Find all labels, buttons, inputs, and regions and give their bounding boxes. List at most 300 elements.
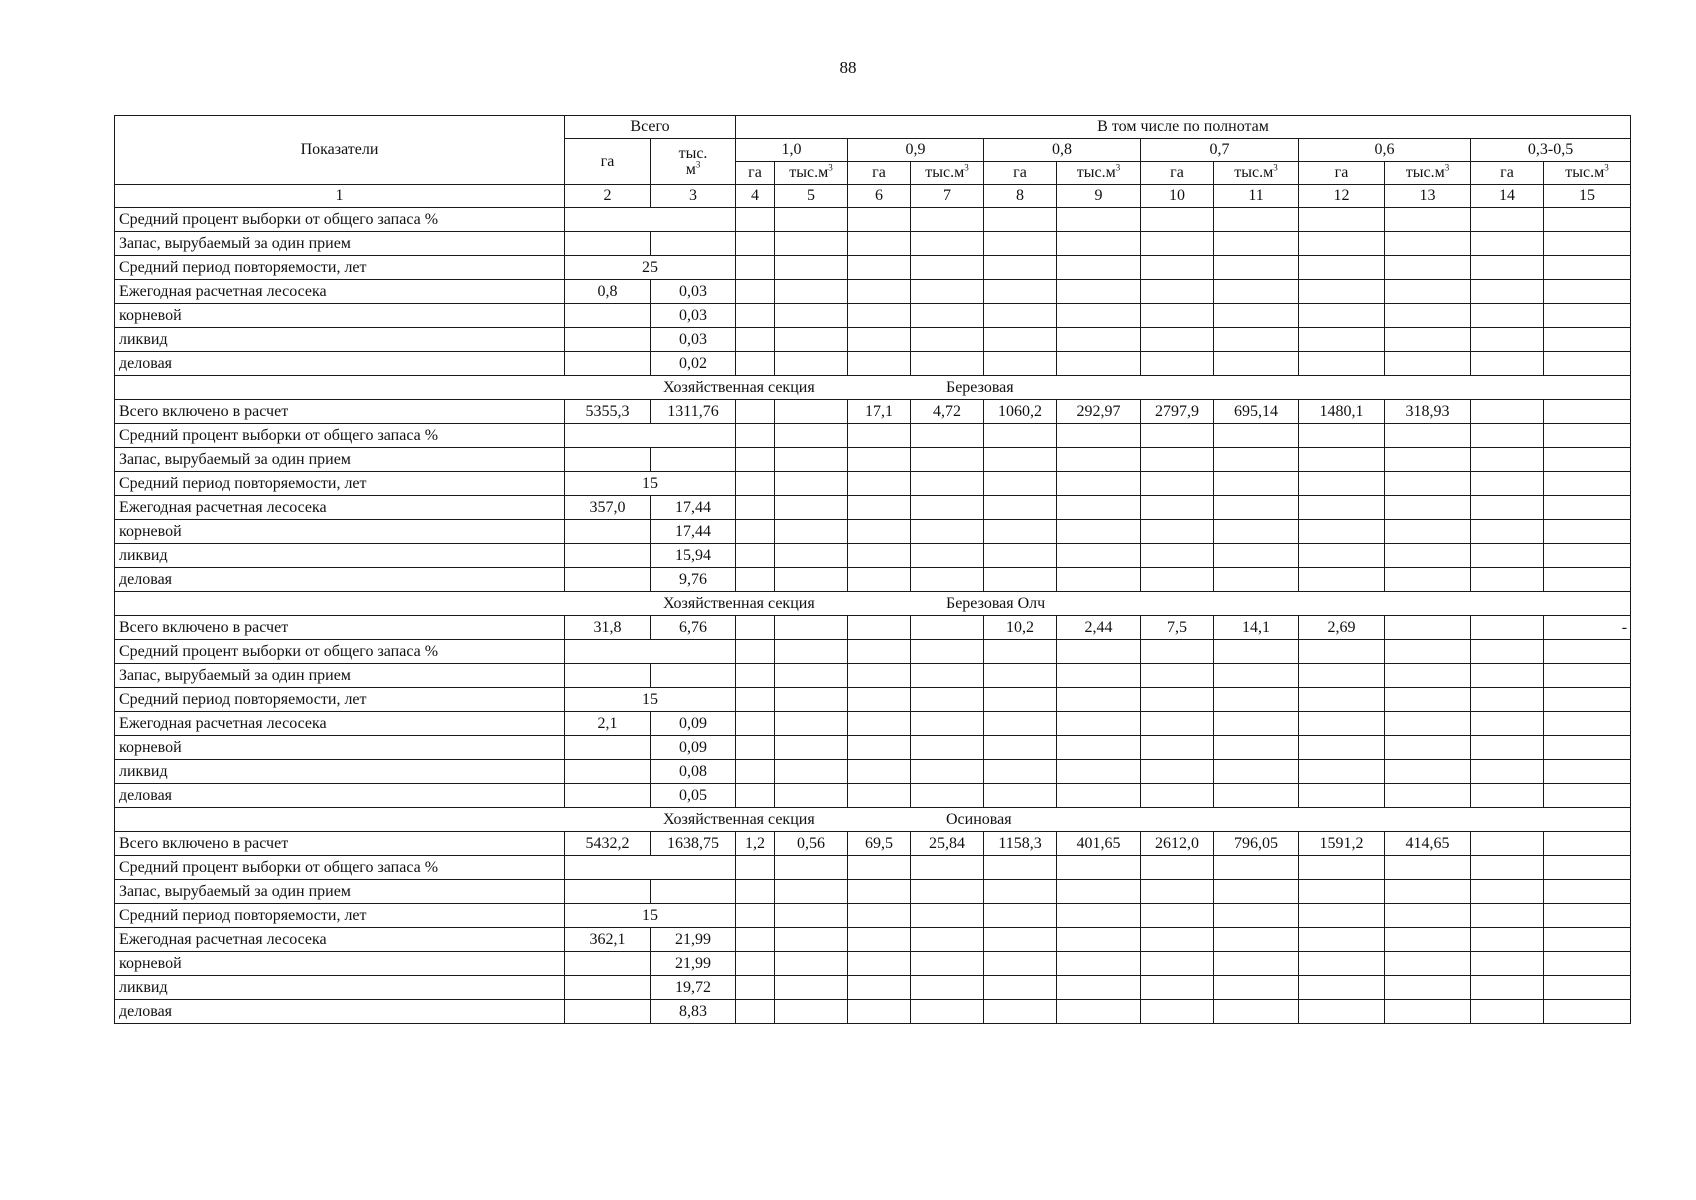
- row-label: деловая: [115, 568, 565, 592]
- table-cell: [565, 760, 651, 784]
- section-name: Березовая Олч: [946, 594, 1046, 612]
- table-cell: [1057, 928, 1141, 952]
- section-kind: Хозяйственная секция: [663, 810, 815, 828]
- table-cell: [1141, 640, 1214, 664]
- table-cell: 21,99: [651, 928, 736, 952]
- table-cell: [1214, 760, 1299, 784]
- row-label: Ежегодная расчетная лесосека: [115, 928, 565, 952]
- header-unit-volume: [1385, 162, 1471, 185]
- table-cell: [1471, 520, 1544, 544]
- table-cell: [1057, 952, 1141, 976]
- table-cell: [1385, 544, 1471, 568]
- table-cell: [1141, 352, 1214, 376]
- column-number: 6: [848, 185, 911, 208]
- section-name: Березовая: [946, 378, 1014, 396]
- table-cell: [651, 664, 736, 688]
- table-cell: [1471, 304, 1544, 328]
- table-cell: [1385, 1000, 1471, 1024]
- table-cell: [911, 472, 984, 496]
- table-cell: [1471, 424, 1544, 448]
- table-cell: 0,08: [651, 760, 736, 784]
- table-cell: 31,8: [565, 616, 651, 640]
- table-cell: [1214, 856, 1299, 880]
- table-cell: [1544, 664, 1631, 688]
- table-cell: [984, 352, 1057, 376]
- table-cell: [1471, 760, 1544, 784]
- table-cell: [1214, 424, 1299, 448]
- table-cell: [775, 712, 848, 736]
- table-cell: 5355,3: [565, 400, 651, 424]
- column-numbers-row: [115, 185, 1631, 208]
- table-cell: [984, 712, 1057, 736]
- table-cell: [848, 664, 911, 688]
- section-heading: [115, 376, 1631, 400]
- table-cell: 0,09: [651, 736, 736, 760]
- table-cell: [565, 328, 651, 352]
- table-cell: [1057, 904, 1141, 928]
- table-cell: [1471, 832, 1544, 856]
- table-cell: [1471, 544, 1544, 568]
- table-cell: [1141, 880, 1214, 904]
- table-cell: [1214, 232, 1299, 256]
- table-cell: [1544, 544, 1631, 568]
- table-row: [115, 328, 1631, 352]
- table-cell: [736, 520, 775, 544]
- table-cell: [565, 976, 651, 1000]
- table-cell: [736, 472, 775, 496]
- table-cell: 9,76: [651, 568, 736, 592]
- table-cell: [736, 976, 775, 1000]
- table-cell: 0,09: [651, 712, 736, 736]
- table-cell: [1141, 712, 1214, 736]
- table-cell: [651, 232, 736, 256]
- cutting-area-table: [114, 115, 1631, 1024]
- unit-text: тыс.м: [789, 164, 829, 181]
- table-cell: 8,83: [651, 1000, 736, 1024]
- table-cell: [1544, 400, 1631, 424]
- table-cell: [984, 496, 1057, 520]
- table-row: [115, 568, 1631, 592]
- row-label: ликвид: [115, 760, 565, 784]
- table-cell: [1385, 328, 1471, 352]
- table-cell: [1057, 496, 1141, 520]
- table-cell: 15,94: [651, 544, 736, 568]
- table-cell: [848, 256, 911, 280]
- table-cell: [1385, 928, 1471, 952]
- section-title: [663, 812, 1012, 828]
- table-cell: [911, 664, 984, 688]
- table-cell: [1141, 760, 1214, 784]
- table-cell: [1057, 688, 1141, 712]
- table-cell: [1057, 208, 1141, 232]
- table-cell: 0,03: [651, 328, 736, 352]
- table-cell: [1214, 904, 1299, 928]
- table-cell: [1299, 688, 1385, 712]
- header-unit-volume: [1057, 162, 1141, 185]
- table-cell: [775, 976, 848, 1000]
- table-cell: [736, 640, 775, 664]
- row-label: Запас, вырубаемый за один прием: [115, 232, 565, 256]
- table-cell: [1214, 328, 1299, 352]
- unit-text: тыс.м: [1565, 164, 1605, 181]
- table-cell: [1214, 520, 1299, 544]
- table-cell: [984, 256, 1057, 280]
- table-cell: [1544, 736, 1631, 760]
- row-label: Средний период повторяемости, лет: [115, 904, 565, 928]
- table-cell: [1141, 856, 1214, 880]
- table-cell: [984, 1000, 1057, 1024]
- table-cell: [1214, 208, 1299, 232]
- table-cell: 1060,2: [984, 400, 1057, 424]
- table-row: [115, 688, 1631, 712]
- table-cell: [775, 352, 848, 376]
- header-unit-volume: [775, 162, 848, 185]
- table-cell: [848, 424, 911, 448]
- table-cell: [1471, 784, 1544, 808]
- table-cell: [1141, 736, 1214, 760]
- header-density: 0,9: [848, 139, 984, 162]
- table-cell: [848, 232, 911, 256]
- table-cell: [984, 232, 1057, 256]
- table-cell: 1,2: [736, 832, 775, 856]
- table-cell: [1544, 208, 1631, 232]
- table-cell: [984, 880, 1057, 904]
- table-cell: [911, 256, 984, 280]
- table-cell: [984, 640, 1057, 664]
- table-cell: 17,44: [651, 520, 736, 544]
- table-cell: [775, 688, 848, 712]
- table-cell: [1385, 472, 1471, 496]
- table-row: [115, 616, 1631, 640]
- table-cell: [1141, 424, 1214, 448]
- table-cell: [1471, 280, 1544, 304]
- table-cell: [984, 736, 1057, 760]
- table-cell: [1057, 1000, 1141, 1024]
- table-cell: [848, 736, 911, 760]
- table-cell: [775, 520, 848, 544]
- table-cell: [1141, 256, 1214, 280]
- table-cell: [736, 616, 775, 640]
- unit-text: тыс.м: [1234, 164, 1274, 181]
- table-cell: [565, 304, 651, 328]
- table-row: [115, 904, 1631, 928]
- table-cell: [736, 784, 775, 808]
- table-cell: 0,56: [775, 832, 848, 856]
- table-cell: [1544, 976, 1631, 1000]
- column-number: 14: [1471, 185, 1544, 208]
- table-cell: [1299, 328, 1385, 352]
- table-cell: [984, 448, 1057, 472]
- table-cell: [1141, 232, 1214, 256]
- table-cell: [848, 856, 911, 880]
- row-total-value: 15: [565, 688, 736, 712]
- row-label: Средний период повторяемости, лет: [115, 472, 565, 496]
- header-unit-ha: га: [1471, 162, 1544, 185]
- table-cell: [1299, 304, 1385, 328]
- table-cell: [1057, 880, 1141, 904]
- table-cell: [1299, 256, 1385, 280]
- table-cell: [1544, 952, 1631, 976]
- table-cell: [1471, 1000, 1544, 1024]
- table-cell: [1471, 664, 1544, 688]
- table-row: [115, 928, 1631, 952]
- table-cell: -: [1544, 616, 1631, 640]
- section-heading: [115, 592, 1631, 616]
- table-cell: [1141, 976, 1214, 1000]
- table-cell: 6,76: [651, 616, 736, 640]
- table-row: [115, 280, 1631, 304]
- table-cell: [1471, 928, 1544, 952]
- table-cell: [1471, 232, 1544, 256]
- table-cell: [1057, 424, 1141, 448]
- table-cell: [1471, 208, 1544, 232]
- header-unit-ha: га: [736, 162, 775, 185]
- row-label: Запас, вырубаемый за один прием: [115, 448, 565, 472]
- table-cell: [1385, 520, 1471, 544]
- header-total-volume: [651, 139, 736, 185]
- table-cell: [911, 496, 984, 520]
- table-cell: [1214, 736, 1299, 760]
- row-label: Средний процент выборки от общего запаса %: [115, 856, 565, 880]
- table-cell: 0,8: [565, 280, 651, 304]
- table-cell: [1544, 232, 1631, 256]
- table-cell: [1057, 760, 1141, 784]
- table-cell: [775, 496, 848, 520]
- table-cell: [775, 280, 848, 304]
- table-cell: [1385, 496, 1471, 520]
- table-cell: [1141, 520, 1214, 544]
- row-label: Всего включено в расчет: [115, 616, 565, 640]
- table-cell: [1385, 856, 1471, 880]
- table-row: [115, 952, 1631, 976]
- table-cell: [1057, 568, 1141, 592]
- table-cell: [736, 664, 775, 688]
- table-cell: 10,2: [984, 616, 1057, 640]
- row-label: Ежегодная расчетная лесосека: [115, 496, 565, 520]
- table-cell: [1141, 1000, 1214, 1024]
- section-row: [115, 592, 1631, 616]
- table-cell: [848, 976, 911, 1000]
- table-row: [115, 256, 1631, 280]
- table-cell: [1214, 448, 1299, 472]
- table-cell: [984, 208, 1057, 232]
- table-cell: [1299, 352, 1385, 376]
- table-cell: [911, 304, 984, 328]
- table-cell: [1299, 976, 1385, 1000]
- table-cell: [775, 328, 848, 352]
- table-cell: [1385, 760, 1471, 784]
- table-cell: [1471, 400, 1544, 424]
- table-cell: [911, 760, 984, 784]
- table-cell: [1214, 256, 1299, 280]
- table-cell: [1299, 928, 1385, 952]
- table-cell: [911, 688, 984, 712]
- table-cell: [775, 664, 848, 688]
- table-cell: [1471, 952, 1544, 976]
- table-cell: [736, 328, 775, 352]
- table-row: [115, 352, 1631, 376]
- table-cell: [1299, 1000, 1385, 1024]
- table-row: [115, 856, 1631, 880]
- table-cell: [1471, 616, 1544, 640]
- table-cell: [1141, 328, 1214, 352]
- table-cell: 796,05: [1214, 832, 1299, 856]
- table-cell: [1214, 928, 1299, 952]
- table-cell: 414,65: [1385, 832, 1471, 856]
- table-cell: [1299, 424, 1385, 448]
- column-number: 11: [1214, 185, 1299, 208]
- table-cell: [1385, 304, 1471, 328]
- table-row: [115, 304, 1631, 328]
- table-cell: [1141, 928, 1214, 952]
- table-cell: [1385, 352, 1471, 376]
- table-cell: [565, 568, 651, 592]
- table-cell: [775, 232, 848, 256]
- section-title: [663, 380, 1014, 396]
- table-cell: [1057, 256, 1141, 280]
- table-cell: [911, 904, 984, 928]
- table-cell: 362,1: [565, 928, 651, 952]
- table-cell: [736, 544, 775, 568]
- section-kind: Хозяйственная секция: [663, 378, 815, 396]
- table-cell: [1214, 952, 1299, 976]
- table-cell: [1385, 448, 1471, 472]
- table-cell: [775, 208, 848, 232]
- table-cell: [1299, 472, 1385, 496]
- table-cell: [1471, 472, 1544, 496]
- table-cell: [1057, 472, 1141, 496]
- table-cell: [1057, 232, 1141, 256]
- column-number: 3: [651, 185, 736, 208]
- table-cell: [775, 784, 848, 808]
- table-cell: [984, 856, 1057, 880]
- table-cell: [1471, 640, 1544, 664]
- row-label: корневой: [115, 520, 565, 544]
- table-cell: [984, 280, 1057, 304]
- table-cell: [848, 640, 911, 664]
- row-label: корневой: [115, 736, 565, 760]
- table-cell: [848, 520, 911, 544]
- table-row: [115, 496, 1631, 520]
- table-cell: [911, 784, 984, 808]
- table-cell: [1299, 568, 1385, 592]
- row-label: Запас, вырубаемый за один прием: [115, 664, 565, 688]
- table-cell: [984, 328, 1057, 352]
- column-number: 4: [736, 185, 775, 208]
- table-cell: [1544, 856, 1631, 880]
- table-cell: [775, 568, 848, 592]
- table-cell: [1141, 664, 1214, 688]
- column-number: 1: [115, 185, 565, 208]
- table-cell: [565, 352, 651, 376]
- table-cell: [775, 400, 848, 424]
- table-cell: [1544, 328, 1631, 352]
- table-cell: 14,1: [1214, 616, 1299, 640]
- table-cell: [848, 472, 911, 496]
- table-cell: [775, 880, 848, 904]
- table-cell: [775, 424, 848, 448]
- table-cell: [911, 328, 984, 352]
- table-cell: [1544, 712, 1631, 736]
- table-cell: [1299, 760, 1385, 784]
- unit-superscript: 3: [1604, 162, 1609, 173]
- table-header: [115, 116, 1631, 208]
- table-cell: [848, 544, 911, 568]
- table-cell: [1299, 952, 1385, 976]
- table-cell: [1385, 616, 1471, 640]
- table-cell: [911, 208, 984, 232]
- row-label: корневой: [115, 304, 565, 328]
- table-cell: [1385, 280, 1471, 304]
- table-row: [115, 736, 1631, 760]
- header-density: 0,8: [984, 139, 1141, 162]
- table-cell: [736, 880, 775, 904]
- table-cell: [1385, 976, 1471, 1000]
- table-cell: [984, 688, 1057, 712]
- table-cell: [736, 256, 775, 280]
- section-row: [115, 376, 1631, 400]
- page-number: 88: [839, 58, 857, 77]
- table-cell: [1385, 688, 1471, 712]
- table-cell: [775, 472, 848, 496]
- table-cell: [1471, 496, 1544, 520]
- unit-superscript: 3: [1115, 162, 1121, 173]
- row-label: ликвид: [115, 976, 565, 1000]
- table-cell: [911, 640, 984, 664]
- table-cell: [1471, 736, 1544, 760]
- section-title: [663, 596, 1045, 612]
- table-cell: [1214, 712, 1299, 736]
- column-number: 12: [1299, 185, 1385, 208]
- table-cell: [565, 544, 651, 568]
- table-cell: [848, 880, 911, 904]
- table-cell: [911, 712, 984, 736]
- table-cell: [848, 208, 911, 232]
- table-cell: [984, 952, 1057, 976]
- table-cell: [1214, 688, 1299, 712]
- table-cell: [1299, 520, 1385, 544]
- table-cell: [1141, 568, 1214, 592]
- table-cell: [984, 784, 1057, 808]
- table-cell: [1544, 568, 1631, 592]
- row-label: Средний процент выборки от общего запаса %: [115, 640, 565, 664]
- table-cell: [1214, 664, 1299, 688]
- table-cell: 2797,9: [1141, 400, 1214, 424]
- row-total-value: 15: [565, 472, 736, 496]
- table-cell: [1057, 784, 1141, 808]
- table-cell: [848, 712, 911, 736]
- table-cell: [1299, 856, 1385, 880]
- table-cell: [1471, 448, 1544, 472]
- table-cell: [848, 1000, 911, 1024]
- table-cell: [1141, 280, 1214, 304]
- table-cell: [1141, 448, 1214, 472]
- row-label: деловая: [115, 352, 565, 376]
- table-cell: 0,03: [651, 304, 736, 328]
- header-unit-ha: га: [984, 162, 1057, 185]
- table-cell: [1057, 448, 1141, 472]
- table-cell: [565, 448, 651, 472]
- table-cell: [736, 1000, 775, 1024]
- table-cell: [911, 232, 984, 256]
- table-cell: [565, 1000, 651, 1024]
- table-cell: [911, 280, 984, 304]
- table-row: [115, 880, 1631, 904]
- row-total-value: [565, 208, 736, 232]
- table-body: [115, 208, 1631, 1024]
- table-cell: [1385, 664, 1471, 688]
- table-cell: [1471, 256, 1544, 280]
